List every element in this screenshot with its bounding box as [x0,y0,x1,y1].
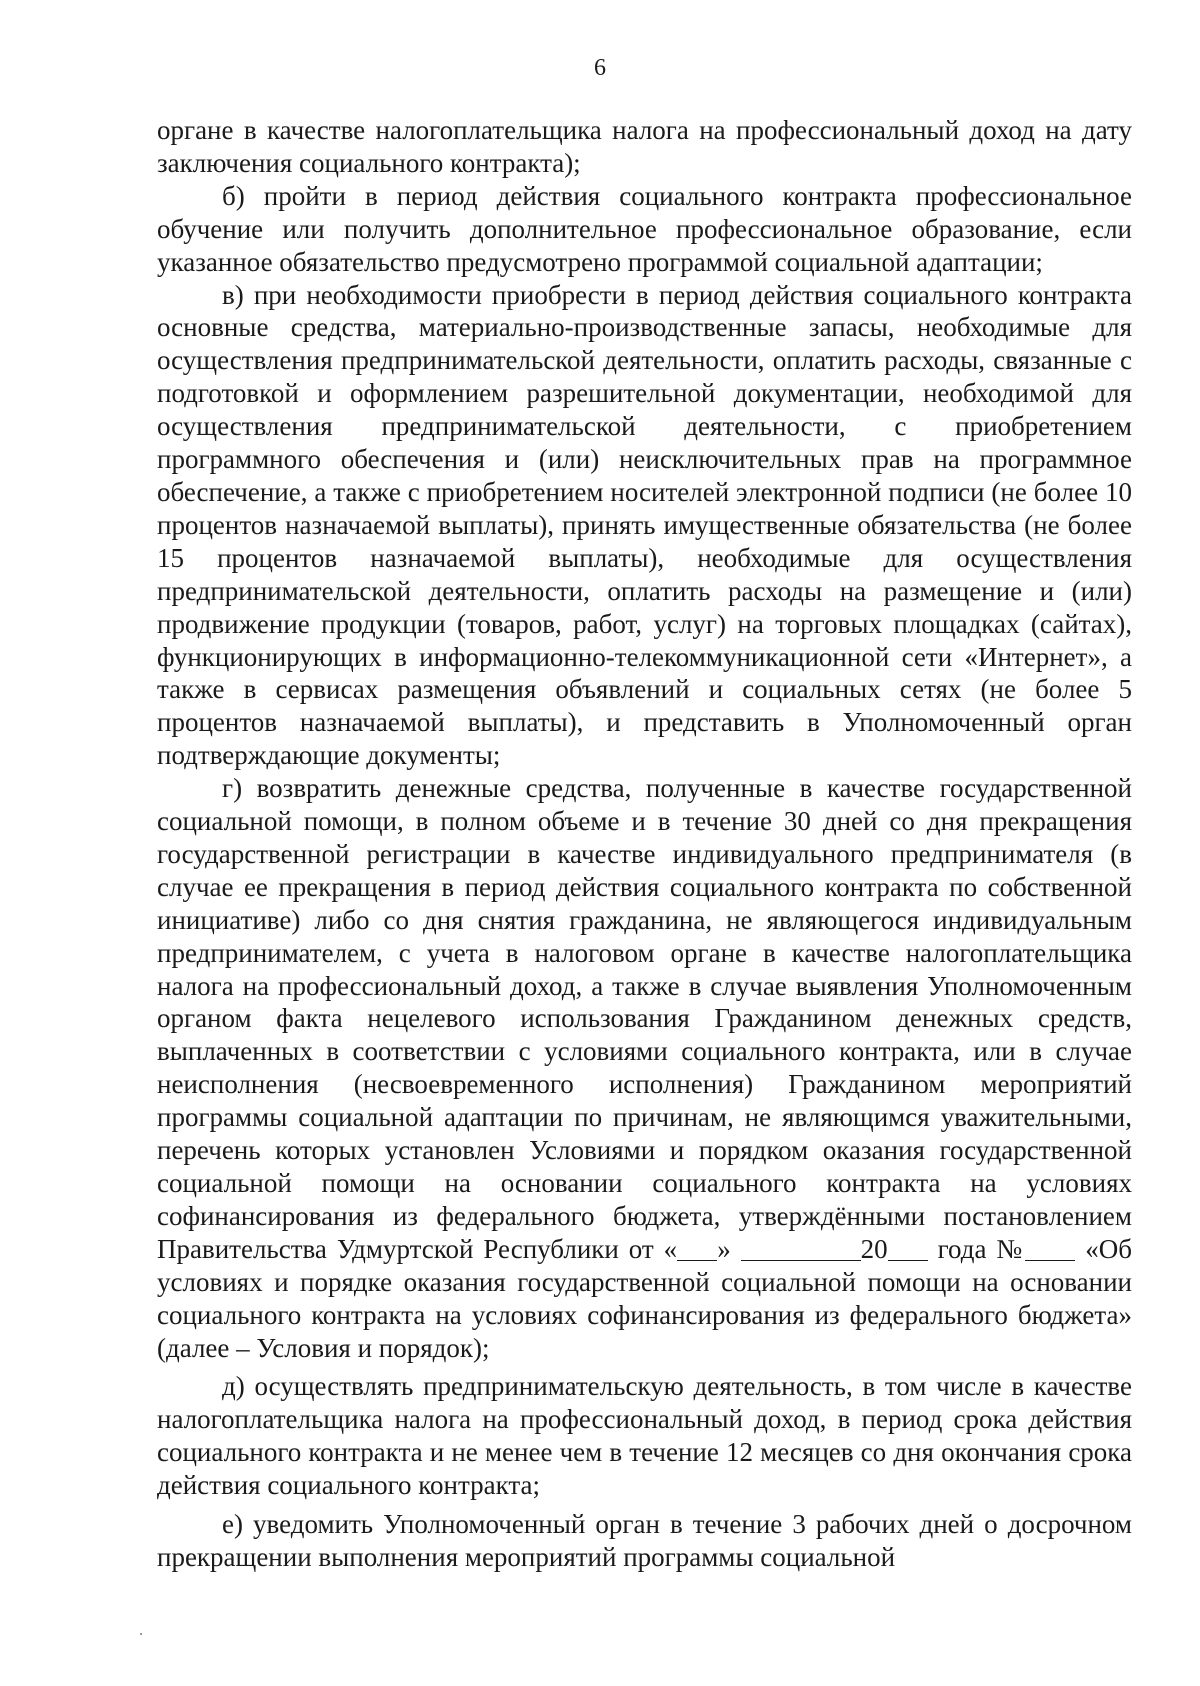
quote-close: » [717,1233,731,1264]
year-blank [888,1233,928,1261]
paragraph-b: б) пройти в период действия социального контракта профессиональное обучение или получить дополнительное профессиональное образование, если указанное обязательство предусмотрено программой социальной адаптации; [157,180,1132,277]
paragraph-e: е) уведомить Уполномоченный орган в течение 3 рабочих дней о досрочном прекращении выполнения мероприятий программы социальной [157,1509,1132,1572]
paragraph-g-text-end: «Об условиях и порядке оказания государственной социальной помощи на основании социального контракта на условиях софинансирования из федерального бюджета» (далее – Условия и порядок); [157,1233,1133,1363]
page-number: 6 [594,55,606,81]
month-blank [741,1233,861,1261]
year-prefix: 20 [860,1233,888,1264]
paragraph-g-text-start: г) возвратить денежные средства, полученные в качестве государственной социальной помощи, в полном объеме и в течение 30 дней со дня прекращения государственной регистрации в качестве индивидуального предпринимателя (в случае ее прекращения в период действия социального контракта по собственной инициативе) либо со дня снятия гражданина, не являющегося индивидуальным предпринимателем, с учета в налоговом органе в качестве налогоплательщика налога на профессиональный доход, а также в случае выявления Уполномоченным органом факта нецелевого использования Гражданином денежных средств, выплаченных в соответствии с условиями социального контракта, или в случае неисполнения (несвоевременного исполнения) Гражданином мероприятий программы социальной адаптации по причинам, не являющимся уважительными, перечень которых установлен Условиями и порядком оказания государственной социальной помощи на основании социального контракта на условиях софинансирования из федерального бюджета, утверждёнными постановлением Правительства Удмуртской Республики от « [157,773,1132,1264]
paragraph-g [157,772,1132,1364]
paragraph-continuation: органе в качестве налогоплательщика налога на профессиональный доход на дату заключения социального контракта); [157,115,1132,178]
scan-speck [140,1633,142,1635]
document-body [157,114,1132,1574]
paragraph-d: д) осуществлять предпринимательскую деятельность, в том числе в качестве налогоплательщика налога на профессиональный доход, в период срока действия социального контракта и не менее чем в течение 12 месяцев со дня окончания срока действия социального контракта; [157,1371,1132,1501]
paragraph-v: в) при необходимости приобрести в период действия социального контракта основные средства, материально-производственные запасы, необходимые для осуществления предпринимательской деятельности, оплатить расходы, связанные с подготовкой и оформлением разрешительной документации, необходимой для осуществления предпринимательской деятельности, с приобретением программного обеспечения и (или) неисключительных прав на программное обеспечение, а также с приобретением носителей электронной подписи (не более 10 процентов назначаемой выплаты), принять имущественные обязательства (не более 15 процентов назначаемой выплаты), необходимые для осуществления предпринимательской деятельности, оплатить расходы на размещение и (или) продвижение продукции (товаров, работ, услуг) на торговых площадках (сайтах), функционирующих в информационно-телекоммуникационной сети «Интернет», а также в сервисах размещения объявлений и социальных сетях (не более 5 процентов назначаемой выплаты), и представить в Уполномоченный орган подтверждающие документы; [157,279,1132,771]
number-label: года № [937,1233,1026,1264]
number-blank [1025,1233,1075,1261]
day-blank [677,1233,717,1261]
